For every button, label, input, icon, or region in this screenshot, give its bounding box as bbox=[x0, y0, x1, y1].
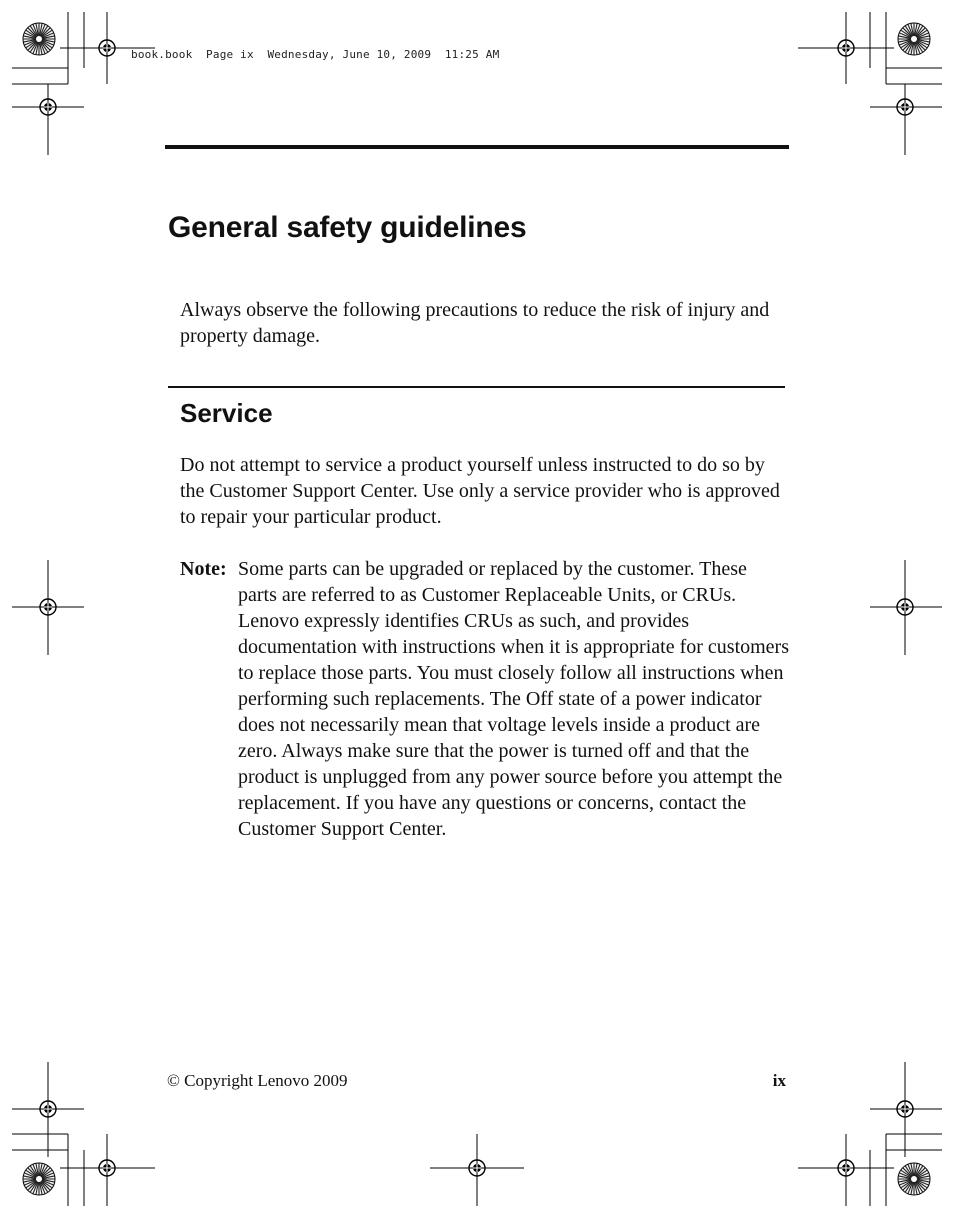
note-label: Note: bbox=[180, 558, 227, 580]
section-heading-service: Service bbox=[180, 398, 273, 428]
page-number: ix bbox=[772, 1071, 786, 1090]
header-rule bbox=[165, 145, 789, 149]
print-slug: book.book Page ix Wednesday, June 10, 2009 11:25 AM bbox=[131, 48, 500, 61]
copyright-notice: © Copyright Lenovo 2009 bbox=[167, 1071, 348, 1090]
note-text: Some parts can be upgraded or replaced by the customer. These parts are referred to as Customer Replaceable Units, or CRUs. Lenovo expressly identifies CRUs as such, and provides documentation with instructions when it is appropriate for customers to replace those parts. You must closely follow all instructions when performing such replacements. The Off state of a power indicator does not necessarily mean that voltage levels inside a product are zero. Always make sure that the power is turned off and that the product is unplugged from any power source before you attempt the replacement. If you have any questions or concerns, contact the Customer Support Center. bbox=[238, 558, 789, 840]
intro-paragraph: Always observe the following precautions to reduce the risk of injury and property damage. bbox=[180, 299, 770, 347]
section-rule bbox=[168, 386, 785, 388]
page-title: General safety guidelines bbox=[168, 211, 527, 244]
service-paragraph: Do not attempt to service a product yourself unless instructed to do so by the Customer Support Center. Use only a service provider who is approved to repair your particular product. bbox=[180, 454, 780, 528]
